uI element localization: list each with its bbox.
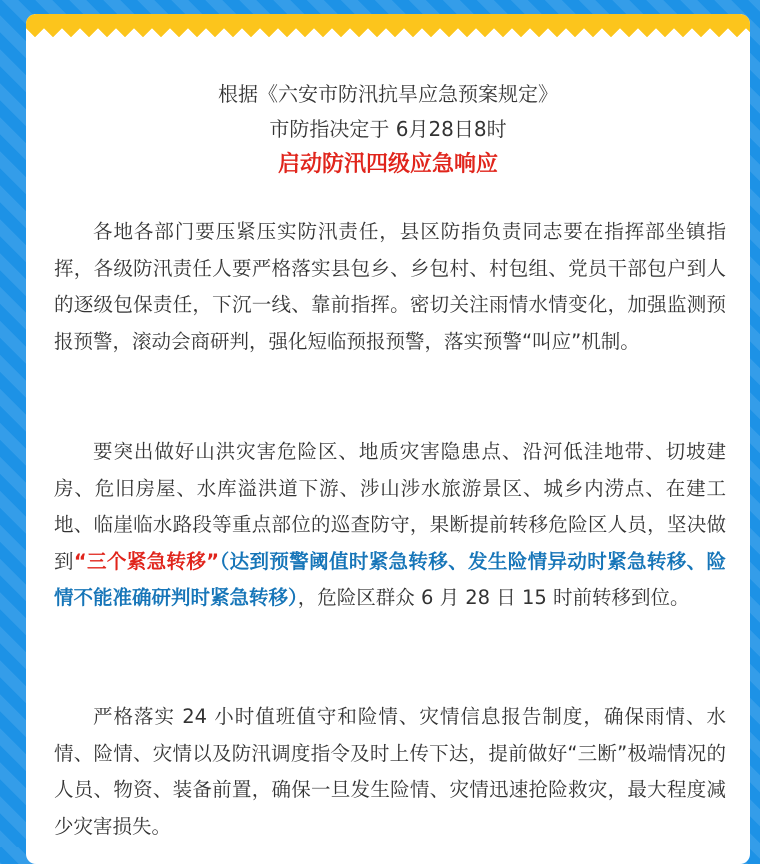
paragraph-inspection-tail: ，危险区群众 6 月 28 日 15 时前转移到位。	[297, 586, 690, 610]
paragraph-inspection	[54, 434, 726, 617]
decorative-zigzag-border	[26, 14, 750, 44]
paragraph-inspection-text: 要突出做好山洪灾害危险区、地质灾害隐患点、沿河低洼地带、切坡建房、危旧房屋、水库溢洪道下游、涉山涉水旅游景区、城乡内涝点、在建工地、临崖临水路段等重点部位的巡查防守，果断提前转移危险区人员，坚决做到	[54, 440, 726, 573]
regulation-reference: 根据《六安市防汛抗旱应急预案规定》	[218, 82, 558, 106]
paragraph-responsibility: 各地各部门要压紧压实防汛责任，县区防指负责同志要在指挥部坐镇指挥，各级防汛责任人要严格落实县包乡、乡包村、村包组、党员干部包户到人的逐级包保责任，下沉一线、靠前指挥。密切关注雨情水情变化，加强监测预报预警，滚动会商研判，强化短临预报预警，落实预警“叫应”机制。	[54, 220, 726, 353]
decision-time: 市防指决定于 6月28日8时	[269, 117, 507, 141]
page-title: 启动防汛四级应急响应	[277, 152, 498, 177]
notice-card	[26, 14, 750, 864]
paragraph-duty: 严格落实 24 小时值班值守和险情、灾情信息报告制度，确保雨情、水情、险情、灾情以及防汛调度指令及时上传下达，提前做好“三断”极端情况的人员、物资、装备前置，确保一旦发生险情、灾情迅速抢险救灾，最大程度减少灾害损失。	[54, 705, 726, 838]
transfers-detail-highlight: （达到预警阈值时紧急转移、发生险情异动时紧急转移、险情不能准确研判时紧急转移）	[54, 549, 726, 610]
three-transfers-highlight: “三个紧急转移”	[73, 549, 220, 573]
